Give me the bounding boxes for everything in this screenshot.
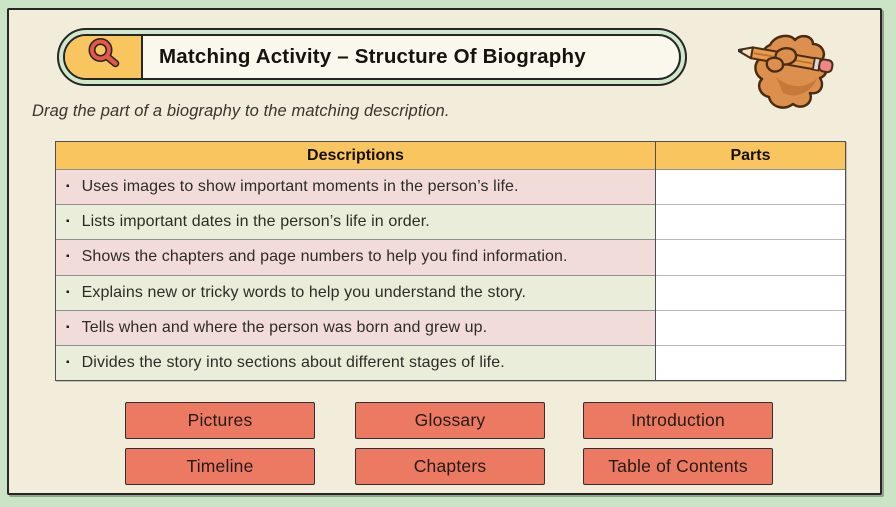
matching-table — [55, 141, 846, 381]
part-chip-table-of-contents[interactable]: Table of Contents — [583, 448, 773, 485]
parts-drop-cell-5[interactable] — [656, 310, 845, 345]
title-banner-inner — [63, 34, 681, 80]
parts-column — [655, 142, 845, 380]
description-text: Shows the chapters and page numbers to help you find information. — [81, 248, 568, 266]
title-banner — [57, 28, 687, 86]
parts-drop-cell-2[interactable] — [656, 204, 845, 239]
description-row-2 — [56, 204, 655, 239]
search-icon — [85, 37, 122, 77]
instruction-text: Drag the part of a biography to the matching description. — [32, 102, 450, 120]
description-text: Divides the story into sections about different stages of life. — [81, 353, 505, 371]
description-row-4 — [56, 275, 655, 310]
descriptions-header: Descriptions — [56, 142, 655, 169]
bullet-icon: ▪ — [66, 216, 70, 228]
parts-header: Parts — [656, 142, 845, 169]
description-text: Tells when and where the person was born and grew up. — [81, 318, 488, 336]
bullet-icon: ▪ — [66, 181, 70, 193]
title-icon-box — [65, 36, 143, 78]
part-chip-introduction[interactable]: Introduction — [583, 402, 773, 439]
parts-drop-cell-3[interactable] — [656, 239, 845, 274]
bullet-icon: ▪ — [66, 356, 70, 368]
description-row-3 — [56, 239, 655, 274]
page-title: Matching Activity – Structure Of Biography — [159, 45, 586, 68]
description-text: Explains new or tricky words to help you understand the story. — [81, 283, 526, 301]
worksheet-card — [7, 8, 882, 495]
parts-drop-cell-1[interactable] — [656, 169, 845, 204]
descriptions-column — [56, 142, 655, 380]
description-text: Uses images to show important moments in the person’s life. — [81, 178, 519, 196]
description-text: Lists important dates in the person’s life in order. — [81, 213, 430, 231]
parts-drop-cell-6[interactable] — [656, 345, 845, 380]
part-chip-timeline[interactable]: Timeline — [125, 448, 315, 485]
parts-drop-cell-4[interactable] — [656, 275, 845, 310]
bullet-icon: ▪ — [66, 251, 70, 263]
bullet-icon: ▪ — [66, 286, 70, 298]
hand-writing-with-pencil-icon — [738, 29, 838, 113]
description-row-1 — [56, 169, 655, 204]
part-chip-pictures[interactable]: Pictures — [125, 402, 315, 439]
bullet-icon: ▪ — [66, 321, 70, 333]
part-chip-chapters[interactable]: Chapters — [355, 448, 545, 485]
part-chip-glossary[interactable]: Glossary — [355, 402, 545, 439]
description-row-5 — [56, 310, 655, 345]
description-row-6 — [56, 345, 655, 380]
